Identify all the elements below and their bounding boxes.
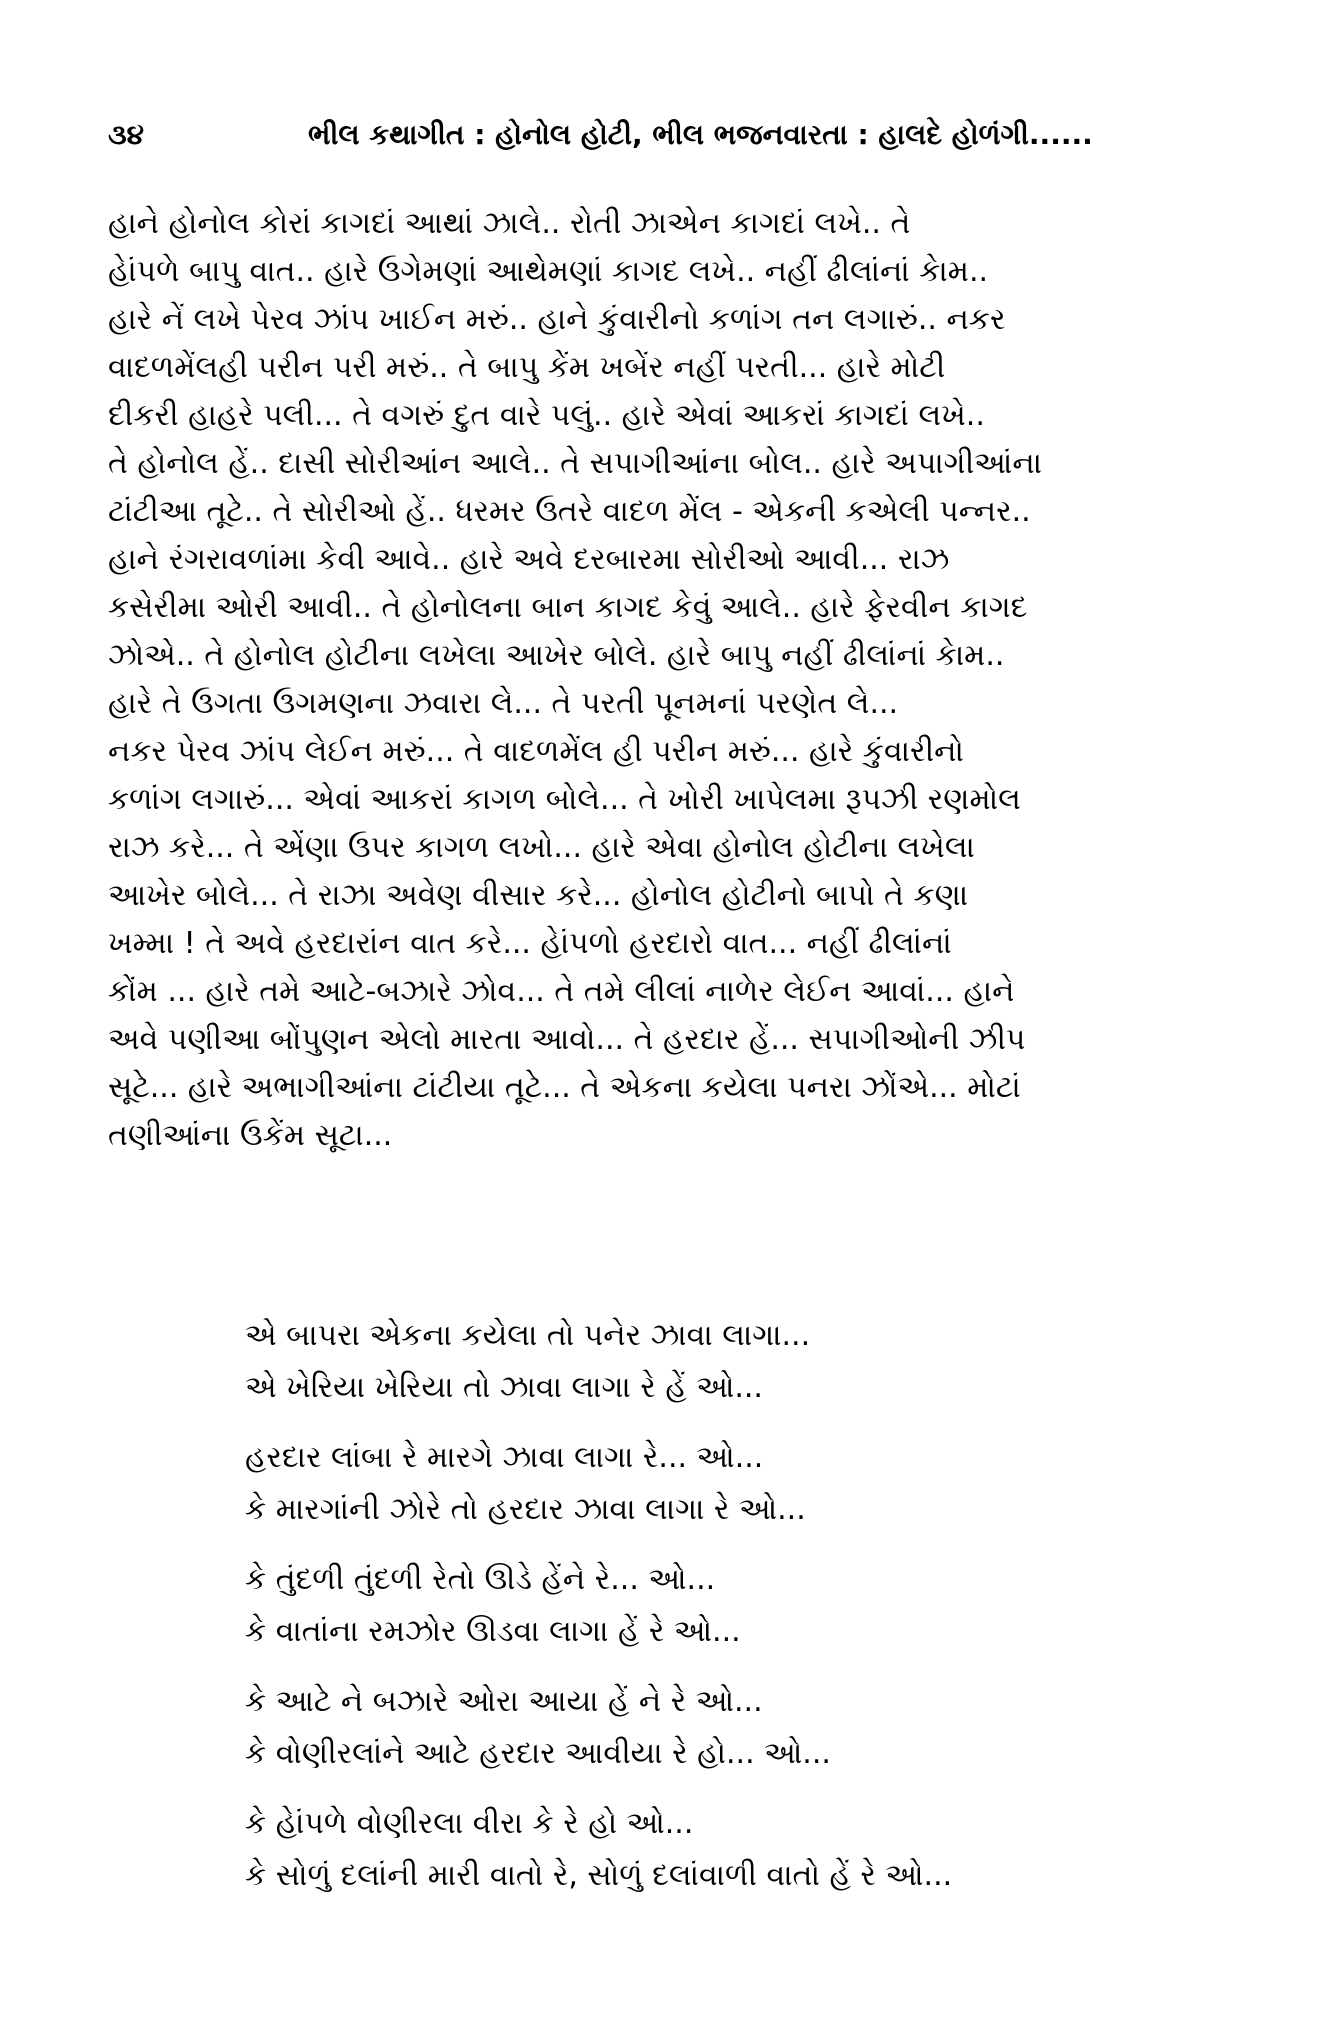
verse-line: કે તુંદળી તુંદળી રેતો ઊડે હેંને રે... ઓ... xyxy=(245,1562,716,1597)
text-line: હેાંપળે બાપુ વાત.. હારે ઉગેમણાં આથેમણાં કાગદ લખે.. નહીં ઢીલાંનાં કેામ.. xyxy=(108,254,989,289)
text-line: કળાંગ લગારું... એવાં આકરાં કાગળ બોલે... તે ખોરી ખાપેલમા રૂપઝી રણમોલ xyxy=(108,782,1021,817)
text-line: કોંમ ... હારે તમે આટે-બઝારે ઝોવ... તે તમે લીલાં નાળેર લેઈન આવાં... હાને xyxy=(108,974,1015,1009)
verse-line: કે આટે ને બઝારે ઓરા આયા હેં ને રે ઓ... xyxy=(245,1684,763,1719)
stanza xyxy=(245,1432,1245,1536)
verse-line: કે સોળું દલાંની મારી વાતો રે, સોળું દલાંવાળી વાતો હેં રે ઓ... xyxy=(245,1858,953,1893)
verse-body xyxy=(245,1310,1245,1920)
prose-body xyxy=(108,200,1248,1160)
text-line: અવે પણીઆ બોંપુણન એલો મારતા આવો... તે હરદાર હેં... સપાગીઓની ઝીપ xyxy=(108,1022,1026,1057)
text-line: દીકરી હાહરે પલી... તે વગરું દુત વારે પલું.. હારે એવાં આકરાં કાગદાં લખે.. xyxy=(108,398,985,433)
text-line: કસેરીમા ઓરી આવી.. તે હોનોલના બાન કાગદ કેવું આલે.. હારે ફેરવીન કાગદ xyxy=(108,590,1028,625)
verse-line: કે વોણીરલાંને આટે હરદાર આવીયા રે હો... ઓ... xyxy=(245,1736,831,1771)
verse-line: કે વાતાંના રમઝોર ઊડવા લાગા હેં રે ઓ... xyxy=(245,1614,741,1649)
text-line: તણીઆંના ઉકેંમ સૂટા... xyxy=(108,1118,393,1153)
stanza xyxy=(245,1798,1245,1902)
stanza xyxy=(245,1554,1245,1658)
verse-line: એ બાપરા એકના કયેલા તો પનેર ઝાવા લાગા... xyxy=(245,1318,811,1353)
verse-line: કે હેાંપળે વોણીરલા વીરા કે રે હો ઓ... xyxy=(245,1806,694,1841)
verse-line: હરદાર લાંબા રે મારગે ઝાવા લાગા રે... ઓ... xyxy=(245,1440,764,1475)
text-line: હાને હોનોલ કોરાં કાગદાં આથાં ઝાલે.. રોતી ઝાએન કાગદાં લખે.. તે xyxy=(108,206,911,241)
text-line: રાઝ કરે... તે એંણા ઉપર કાગળ લખો... હારે એવા હોનોલ હોટીના લખેલા xyxy=(108,830,975,865)
paragraph xyxy=(108,200,1248,680)
text-line: હાને રંગરાવળાંમા કેવી આવે.. હારે અવે દરબારમા સોરીઓ આવી... રાઝ xyxy=(108,542,950,577)
paragraph xyxy=(108,680,1248,1160)
stanza xyxy=(245,1310,1245,1414)
verse-line: એ ખેરિયા ખેરિયા તો ઝાવા લાગા રે હેં ઓ... xyxy=(245,1370,763,1405)
text-line: હારે નેં લખે પેરવ ઝાંપ ખાઈન મરું.. હાને કુંવારીનો કળાંગ તન લગારું.. નકર xyxy=(108,302,1006,337)
text-line: હારે તે ઉગતા ઉગમણના ઝવારા લે... તે પરતી પૂનમનાં પરણેત લે... xyxy=(108,686,899,721)
text-line: ઝોએ.. તે હોનોલ હોટીના લખેલા આખેર બોલે. હારે બાપુ નહીં ઢીલાંનાં કેામ.. xyxy=(108,638,1005,673)
text-line: ટાંટીઆ તૂટે.. તે સોરીઓ હેં.. ધરમર ઉતરે વાદળ મેંલ - એકની કએલી પન્નર.. xyxy=(108,494,1031,529)
page-number: ૩૪ xyxy=(108,118,145,151)
verse-line: કે મારગાંની ઝોરે તો હરદાર ઝાવા લાગા રે ઓ... xyxy=(245,1492,806,1527)
text-line: સૂટે... હારે અભાગીઆંના ટાંટીયા તૂટે... તે એકના કયેલા પનરા ઝોંએ... મોટાં xyxy=(108,1070,1021,1105)
text-line: તે હોનોલ હેં.. દાસી સોરીઆંન આલે.. તે સપાગીઆંના બોલ.. હારે અપાગીઆંના xyxy=(108,446,1043,481)
text-line: ખમ્મા ! તે અવે હરદારાંન વાત કરે... હેાંપળો હરદારો વાત... નહીં ઢીલાંનાં xyxy=(108,926,952,961)
text-line: વાદળમેંલહી પરીન પરી મરું.. તે બાપુ કેંમ ખબેંર નહીં પરતી... હારે મોટી xyxy=(108,350,946,385)
page-header xyxy=(108,118,1248,158)
text-line: નકર પેરવ ઝાંપ લેઈન મરું... તે વાદળમેંલ હી પરીન મરું... હારે કુંવારીનો xyxy=(108,734,964,769)
text-line: આખેર બોલે... તે રાઝા અવેણ વીસાર કરે... હોનોલ હોટીનો બાપો તે કણા xyxy=(108,878,969,913)
running-title: ભીલ કથાગીત : હોનોલ હોટી, ભીલ ભજનવારતા : હાલદે હોળંગી...... xyxy=(308,118,1093,151)
stanza xyxy=(245,1676,1245,1780)
